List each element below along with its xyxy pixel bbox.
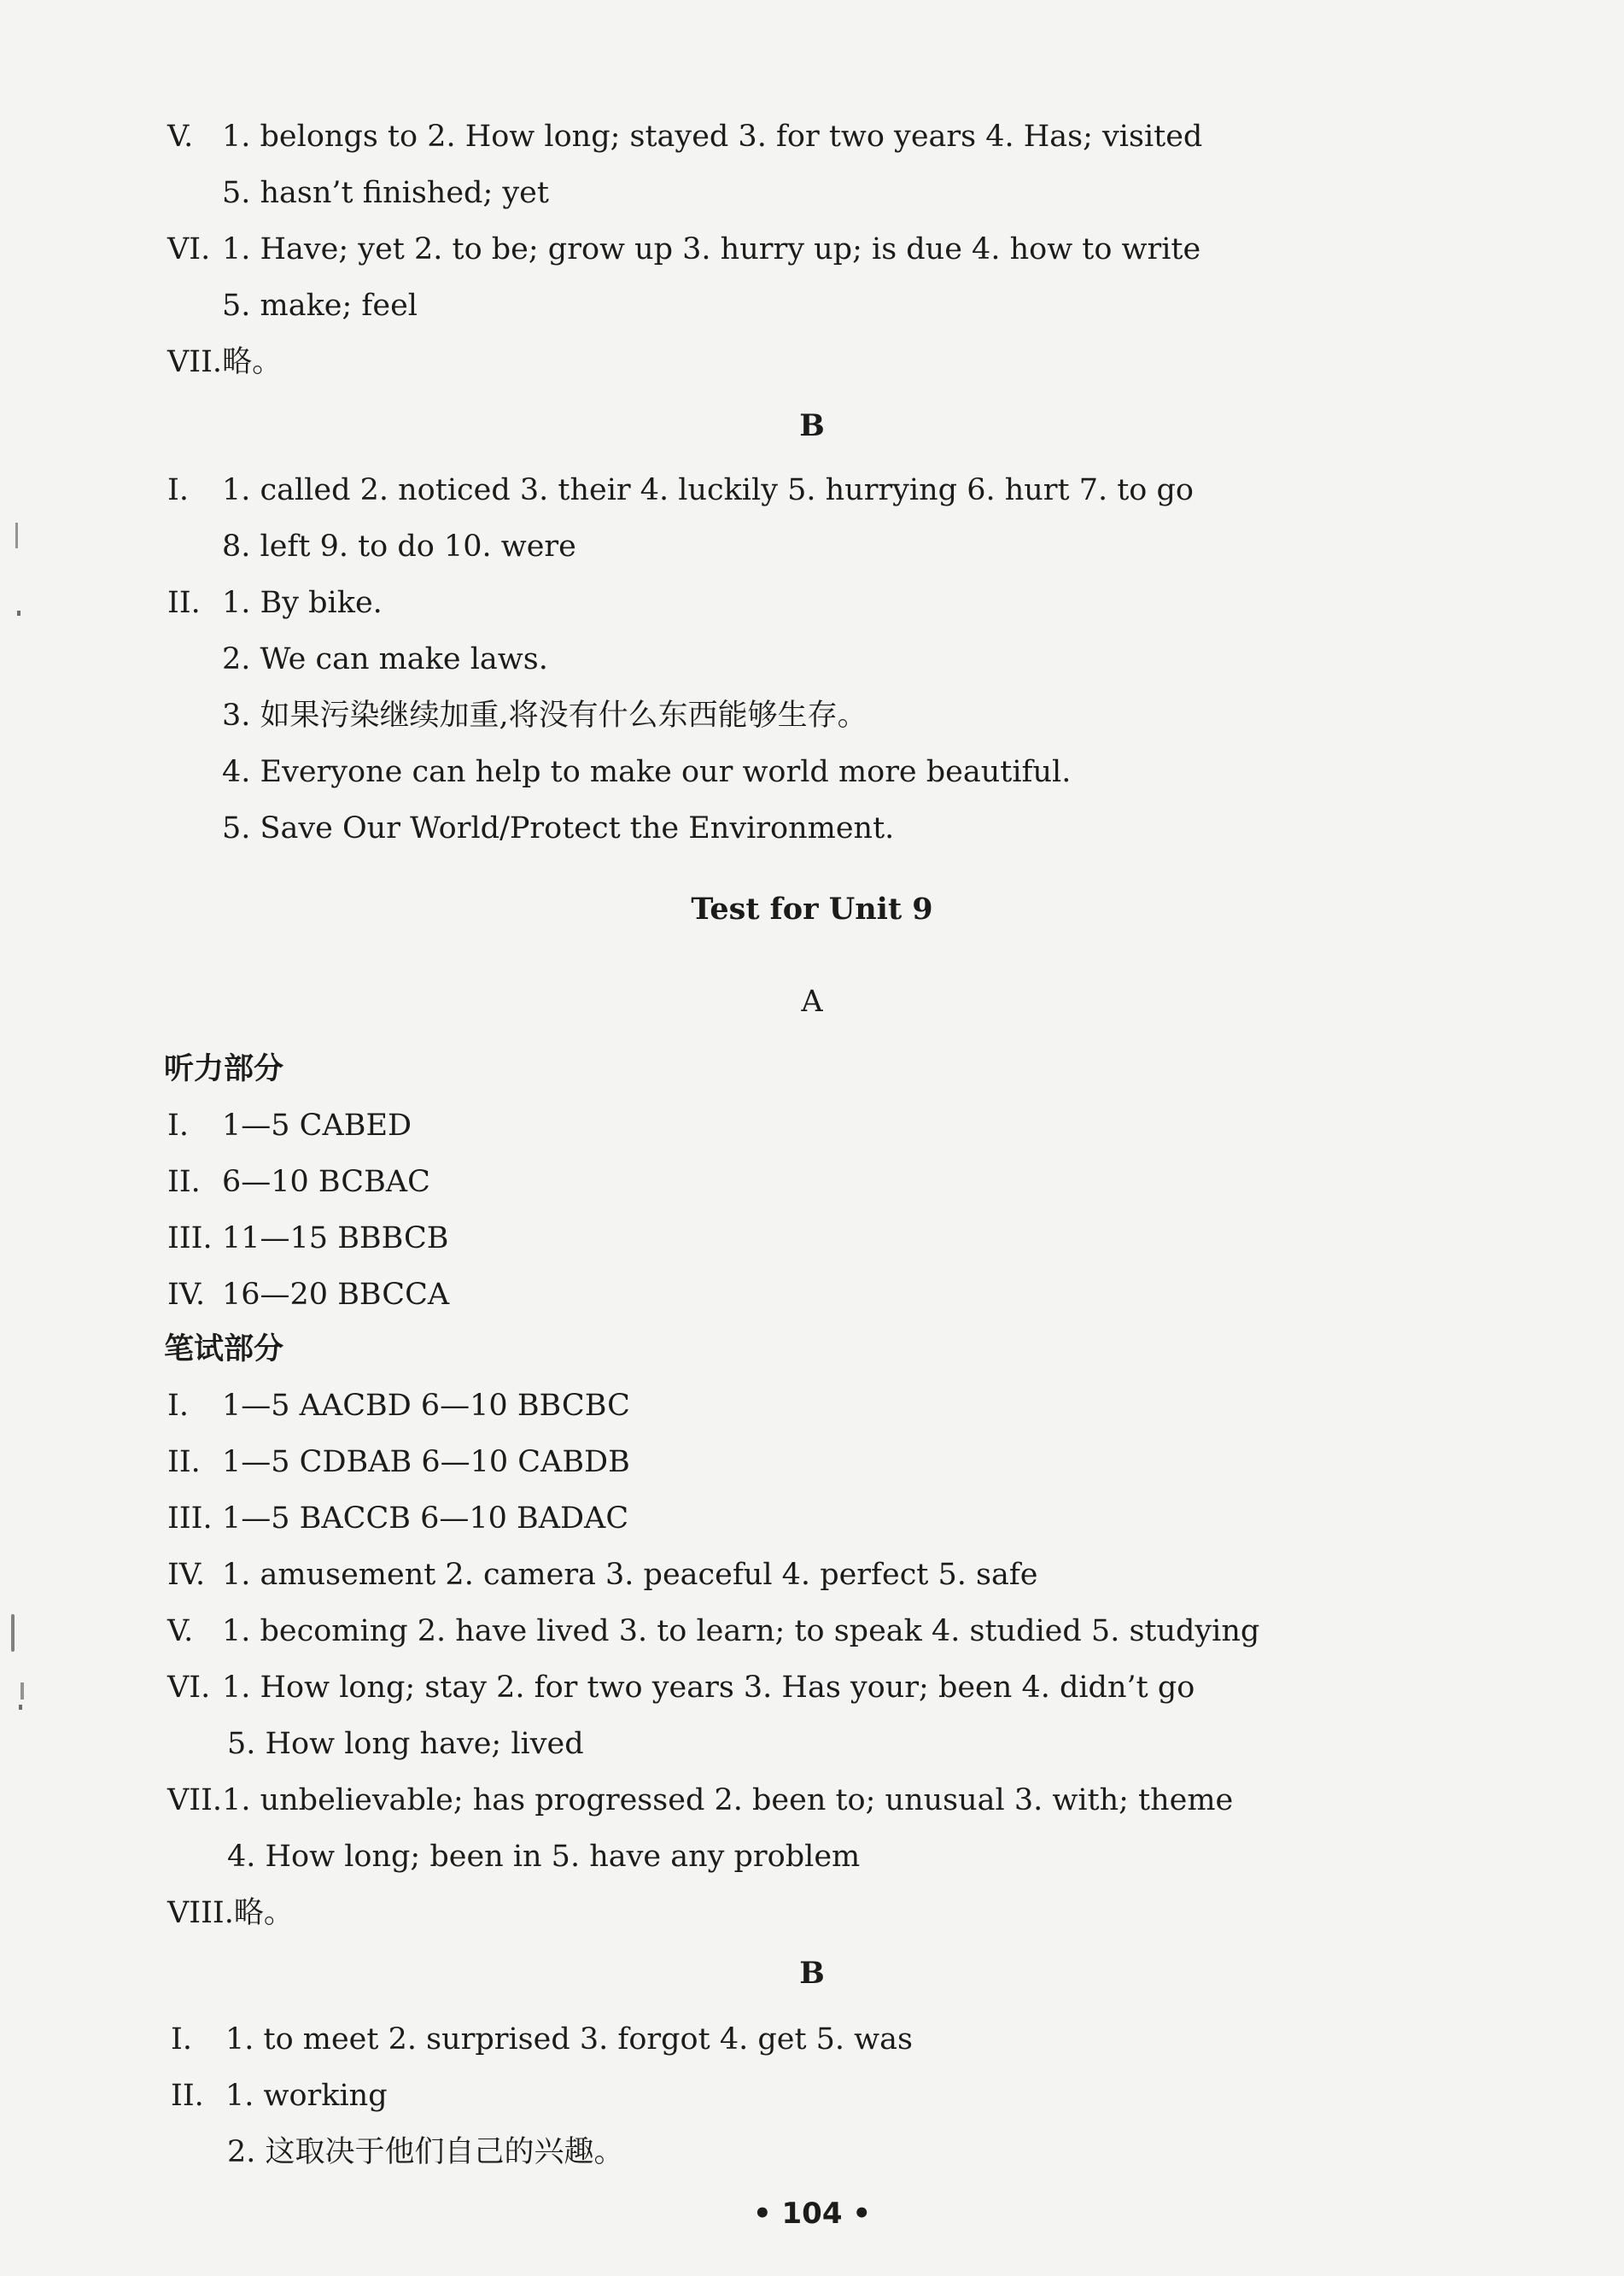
answer-line — [167, 1614, 1260, 1648]
answer-line — [222, 178, 549, 208]
answer-line — [222, 532, 576, 562]
answer-text: 1. called 2. noticed 3. their 4. luckily 5. hurrying 6. hurt 7. to go — [222, 473, 1194, 507]
answer-text: 11—15 BBBCB — [222, 1221, 449, 1255]
answer-text: 5. hasn’t finished; yet — [222, 176, 549, 210]
section-number: V. — [167, 120, 194, 154]
answer-line — [167, 1445, 630, 1479]
scan-mark — [17, 611, 20, 616]
answer-text: 5. make; feel — [222, 289, 418, 323]
section-number: VIII. — [167, 1896, 234, 1930]
section-number: V. — [167, 1614, 194, 1648]
answer-line — [167, 1783, 1234, 1817]
answer-line — [222, 811, 895, 845]
answer-text: 4. How long; been in 5. have any problem — [227, 1840, 861, 1874]
answer-text: 1—5 CABED — [222, 1109, 412, 1143]
section-number: VI. — [167, 1670, 211, 1705]
answer-line — [167, 232, 1201, 266]
answer-line — [167, 1111, 412, 1141]
scan-mark — [15, 523, 18, 548]
section-number: I. — [167, 1109, 189, 1143]
answer-text: 1—5 CDBAB 6—10 CABDB — [222, 1445, 630, 1479]
answer-text: 1. By bike. — [222, 586, 383, 620]
answer-text: 1—5 AACBD 6—10 BBCBC — [222, 1389, 630, 1423]
section-number: I. — [167, 1389, 189, 1423]
answer-text: 1. unbelievable; has progressed 2. been to; unusual 3. with; theme — [222, 1783, 1234, 1817]
answer-text: 略。 — [222, 345, 283, 379]
written-heading: 笔试部分 — [164, 1332, 284, 1366]
answer-line — [227, 1729, 584, 1759]
answer-text: 1. belongs to 2. How long; stayed 3. for two years 4. Has; visited — [222, 120, 1203, 154]
section-heading: B — [799, 408, 825, 443]
section-number: III. — [167, 1501, 213, 1536]
page-number: • 104 • — [752, 2197, 872, 2231]
answer-line — [167, 1167, 430, 1197]
answer-text: 16—20 BBCCA — [222, 1278, 450, 1312]
answer-line — [222, 642, 548, 676]
answer-text: 8. left 9. to do 10. were — [222, 530, 576, 564]
answer-text: 1—5 BACCB 6—10 BADAC — [222, 1501, 629, 1536]
answer-line — [167, 588, 383, 618]
answer-line — [167, 1221, 449, 1255]
section-number: IV. — [167, 1278, 206, 1312]
answer-text: 1. working — [225, 2079, 388, 2113]
answer-line — [222, 291, 418, 321]
section-number: III. — [167, 1221, 213, 1255]
answer-line — [167, 1280, 449, 1310]
section-number: II. — [167, 586, 201, 620]
answer-line — [222, 755, 1072, 789]
answer-line — [167, 1501, 629, 1536]
answer-line — [167, 1670, 1195, 1705]
answer-line — [227, 1842, 860, 1872]
section-number: I. — [171, 2022, 192, 2057]
answer-line — [167, 1560, 1038, 1590]
answer-text: 1. How long; stay 2. for two years 3. Has your; been 4. didn’t go — [222, 1670, 1195, 1705]
section-number: II. — [167, 1445, 201, 1479]
answer-line — [167, 1896, 294, 1930]
section-heading: B — [799, 1956, 825, 1991]
section-number: VII. — [167, 1783, 223, 1817]
section-number: VI. — [167, 232, 211, 266]
answer-line — [171, 2081, 388, 2111]
answer-text: 5. How long have; lived — [227, 1727, 584, 1761]
answer-text: 1. Have; yet 2. to be; grow up 3. hurry up; is due 4. how to write — [222, 232, 1201, 266]
answer-line — [222, 701, 867, 731]
answer-line — [167, 473, 1194, 507]
listening-heading: 听力部分 — [164, 1052, 284, 1086]
answer-text: 1. becoming 2. have lived 3. to learn; to speak 4. studied 5. studying — [222, 1614, 1260, 1648]
scan-mark — [19, 1705, 22, 1710]
answer-text: 3. 如果污染继续加重,将没有什么东西能够生存。 — [222, 699, 867, 733]
section-number: II. — [171, 2079, 204, 2113]
answer-line — [167, 122, 1202, 152]
section-number: IV. — [167, 1558, 206, 1592]
scan-mark — [11, 1614, 15, 1652]
answer-line — [167, 345, 283, 379]
answer-text: 5. Save Our World/Protect the Environment. — [222, 811, 895, 845]
section-number: II. — [167, 1165, 201, 1199]
scan-mark — [20, 1682, 24, 1700]
unit-title: Test for Unit 9 — [691, 892, 933, 927]
answer-text: 4. Everyone can help to make our world more beautiful. — [222, 755, 1072, 789]
answer-text: 2. 这取决于他们自己的兴趣。 — [227, 2135, 624, 2169]
answer-text: 1. amusement 2. camera 3. peaceful 4. perfect 5. safe — [222, 1558, 1038, 1592]
answer-text: 略。 — [233, 1896, 294, 1930]
answer-text: 6—10 BCBAC — [222, 1165, 430, 1199]
section-number: I. — [167, 473, 189, 507]
answer-text: 1. to meet 2. surprised 3. forgot 4. get 5. was — [225, 2022, 913, 2057]
answer-line — [167, 1391, 630, 1421]
answer-line — [171, 2022, 913, 2057]
section-heading: A — [801, 985, 823, 1019]
answer-text: 2. We can make laws. — [222, 642, 548, 676]
section-number: VII. — [167, 345, 223, 379]
answer-line — [227, 2135, 624, 2169]
